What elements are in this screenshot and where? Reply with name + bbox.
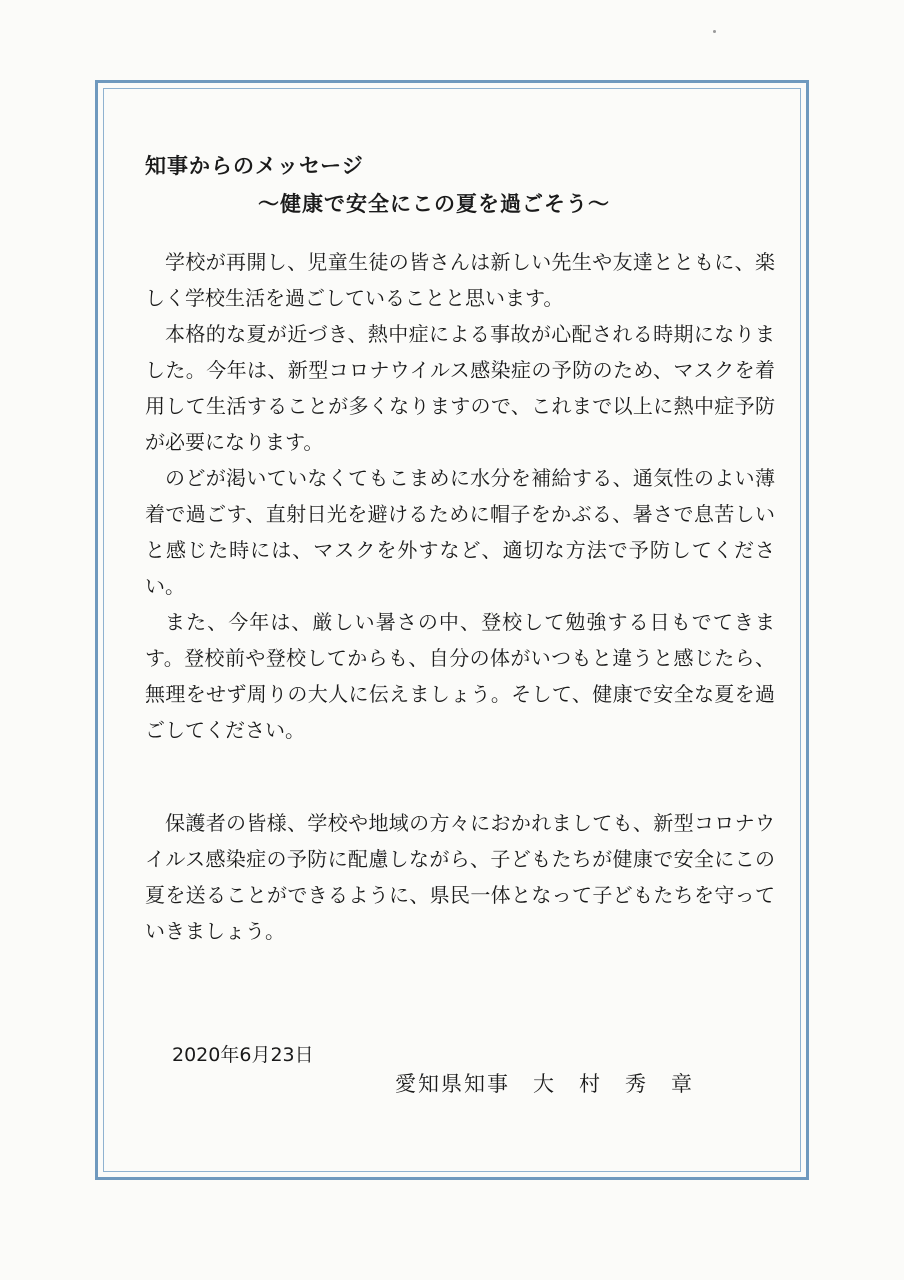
paper-speck	[713, 30, 716, 33]
message-body	[145, 244, 775, 949]
message-date: 2020年6月23日	[172, 1044, 314, 1066]
message-subtitle: ～健康で安全にこの夏を過ごそう～	[258, 192, 610, 216]
message-title: 知事からのメッセージ	[145, 154, 364, 178]
paragraph-spacer	[145, 748, 775, 805]
paragraph-prevention-tips: のどが渇いていなくてもこまめに水分を補給する、通気性のよい薄着で過ごす、直射日光を避けるために帽子をかぶる、暑さで息苦しいと感じた時には、マスクを外すなど、適切な方法で予防してください。	[145, 466, 775, 598]
paragraph-school-reopening: 学校が再開し、児童生徒の皆さんは新しい先生や友達とともに、楽しく学校生活を過ごしていることと思います。	[145, 250, 775, 310]
paragraph-attending-school: また、今年は、厳しい暑さの中、登校して勉強する日もでてきます。登校前や登校してからも、自分の体がいつもと違うと感じたら、無理をせず周りの大人に伝えましょう。そして、健康で安全な夏を過ごしてください。	[145, 610, 775, 742]
paragraph-guardians: 保護者の皆様、学校や地域の方々におかれましても、新型コロナウイルス感染症の予防に配慮しながら、子どもたちが健康で安全にこの夏を送ることができるように、県民一体となって子どもたちを守っていきましょう。	[145, 811, 775, 943]
governor-signature: 愛知県知事 大 村 秀 章	[395, 1072, 694, 1096]
paragraph-heatstroke-risk: 本格的な夏が近づき、熱中症による事故が心配される時期になりました。今年は、新型コロナウイルス感染症の予防のため、マスクを着用して生活することが多くなりますので、これまで以上に熱中症予防が必要になります。	[145, 322, 775, 454]
